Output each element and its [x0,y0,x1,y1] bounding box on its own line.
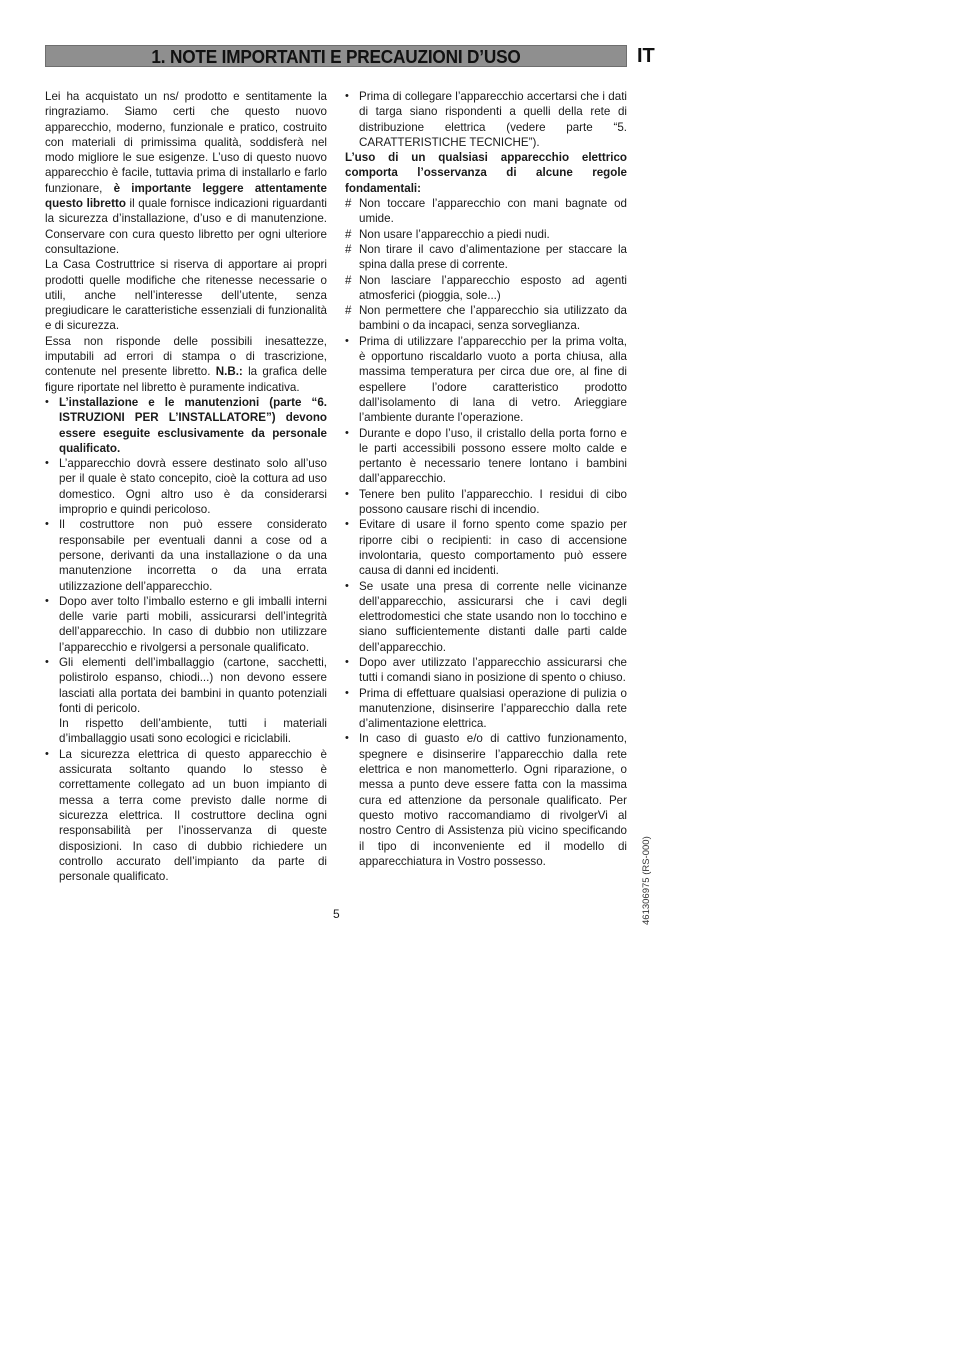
bullet-marker: • [45,457,49,470]
list-item: • Se usate una presa di corrente nelle vicinanze dell’apparecchio, assicurarsi che i cavi degli elettrodomestici che state usando non lo tocchino e siano sufficientemente distanti dalle parti calde dell’apparecchio. [345,579,627,654]
bullet-marker: • [345,518,349,531]
intro-paragraph-2: La Casa Costruttrice si riserva di apportare ai propri prodotti quelle modifiche che ritenesse necessarie o utili, anche nell’interesse dell’utente, senza pregiudicare le caratteristiche essenziali di funzionalità e di sicurezza. [45,258,327,333]
list-item: • La sicurezza elettrica di questo apparecchio è assicurata soltanto quando lo stesso è correttamente collegato ad un buon impianto di messa a terra come previsto dalle norme di sicurezza elettrica. Il costruttore declina ogni responsabilità per l’inosservanza di queste disposizioni. In caso di dubbio richiedere un controllo accurato dell’impianto da parte di personale qualificato. [45,747,327,884]
list-item: • In caso di guasto e/o di cattivo funzionamento, spegnere e disinserire l’apparecchio dalla rete elettrica e non manometterlo. Ogni riparazione, o messa a punto deve essere fatta con la massima cura ed attenzione da personale qualificato. Per questo motivo raccomandiamo di rivolgerVi al nostro Centro di Assistenza più vicino specificando il tipo di inconveniente ed il modello di apparecchiatura in Vostro possesso. [345,732,627,868]
hash-marker: # [345,273,352,287]
bullet-marker: • [345,334,349,347]
hash-marker: # [345,227,352,241]
bullet-marker: • [345,487,349,500]
rule-item: # Non permettere che l’apparecchio sia utilizzato da bambini o da incapaci, senza sorveglianza. [345,304,627,333]
list-item: • Dopo aver utilizzato l’apparecchio assicurarsi che tutti i comandi siano in posizione di spento o chiuso. [345,655,627,685]
bullet-marker: • [45,747,49,760]
bullet-marker: • [345,426,349,439]
list-item: • L’installazione e le manutenzioni (parte “6. ISTRUZIONI PER L’INSTALLATORE”) devono essere eseguite esclusivamente da personale qualificato. [45,395,327,455]
bullet-marker: • [45,395,49,408]
bullet-marker: • [345,90,349,102]
list-item: • Durante e dopo l’uso, il cristallo della porta forno e le parti accessibili possono essere molto calde e pertanto è necessario tenere lontano i bambini dall’apparecchio. [345,426,627,486]
list-item: • L’apparecchio dovrà essere destinato solo all’uso per il quale è stato concepito, cioè la cottura ad uso domestico. Ogni altro uso è da considerarsi improprio e quindi pericoloso. [45,457,327,517]
left-column [45,89,327,884]
rules-heading: L’uso di un qualsiasi apparecchio elettrico comporta l’osservanza di alcune regole fondamentali: [345,151,627,195]
list-item: • Gli elementi dell’imballaggio (cartone, sacchetti, polistirolo espanso, chiodi...) non devono essere lasciati alla portata dei bambini in quanto potenziali fonti di pericolo. In rispetto dell’ambiente, tutti i materiali d’imballaggio usati sono ecologici e riciclabili. [45,655,327,746]
bullet-marker: • [345,686,349,699]
document-code: 461306975 (RS-000) [641,836,652,925]
rule-item: # Non lasciare l’apparecchio esposto ad agenti atmosferici (pioggia, sole...) [345,273,627,302]
section-title: 1. NOTE IMPORTANTI E PRECAUZIONI D’USO [151,46,521,67]
hash-marker: # [345,242,352,256]
rule-item: # Non toccare l’apparecchio con mani bagnate od umide. [345,197,627,226]
intro-paragraph-1: Lei ha acquistato un ns/ prodotto e sentitamente la ringraziamo. Siamo certi che questo nuovo apparecchio, moderno, funzionale e pratico, costruito con materiali di primissima qualità, soddisferà nel modo migliore le sue esigenze. L’uso di questo nuovo apparecchio è facile, tuttavia prima di installarlo e farlo funzionare, è importante leggere attentamente questo libretto il quale fornisce indicazioni riguardanti la sicurezza d’installazione, d’uso e di manutenzione. Conservare con cura questo libretto per ogni ulteriore consultazione. [45,90,327,256]
right-column [345,89,627,869]
rule-item: # Non usare l’apparecchio a piedi nudi. [345,227,550,241]
list-item: • Prima di effettuare qualsiasi operazione di pulizia o manutenzione, disinserire l’apparecchio dalla rete d’alimentazione elettrica. [345,686,627,731]
section-header-bar [45,45,627,67]
intro-paragraph-3: Essa non risponde delle possibili inesattezze, imputabili ad errori di stampa o di trascrizione, contenute nel presente libretto. N.B.: la grafica delle figure riportate nel libretto è puramente indicativa. [45,334,328,394]
language-code: IT [637,45,655,67]
list-item: • Il costruttore non può essere considerato responsabile per eventuali danni a cose od a persone, derivanti da una installazione o da una manutenzione incorretta o da una errata utilizzazione dell’apparecchio. [45,518,327,593]
bullet-marker: • [45,594,49,607]
hash-marker: # [345,197,352,211]
bullet-marker: • [345,732,349,745]
list-item: • Dopo aver tolto l’imballo esterno e gli imballi interni delle varie parti mobili, assicurarsi dell’integrità dell’apparecchio. In caso di dubbio non utilizzare l’apparecchio e rivolgersi a personale qualificato. [45,594,327,654]
bullet-marker: • [345,655,349,668]
page-number: 5 [333,907,340,921]
bullet-marker: • [345,579,349,592]
hash-marker: # [345,304,352,318]
list-item: • Evitare di usare il forno spento come spazio per riporre cibi o recipienti: in caso di accensione involontaria, questo comportamento può essere causa di danni ed incidenti. [345,518,627,578]
bullet-marker: • [45,518,49,531]
bullet-marker: • [45,655,49,668]
rule-item: # Non tirare il cavo d’alimentazione per staccare la spina dalla prese di corrente. [345,242,627,272]
list-item: • Prima di utilizzare l’apparecchio per la prima volta, è opportuno riscaldarlo vuoto a porta chiusa, alla massima temperatura per circa due ore, al fine di espellere l’odore caratteristico prodotto dall’isolamento di lana di vetro. Arieggiare l’ambiente durante l’operazione. [345,334,627,425]
list-item: • Prima di collegare l’apparecchio accertarsi che i dati di targa siano rispondenti a quelli della rete di distribuzione elettrica (vedere parte “5. CARATTERISTICHE TECNICHE”). [345,90,627,149]
list-item: • Tenere ben pulito l’apparecchio. I residui di cibo possono causare rischi di incendio. [345,487,627,517]
